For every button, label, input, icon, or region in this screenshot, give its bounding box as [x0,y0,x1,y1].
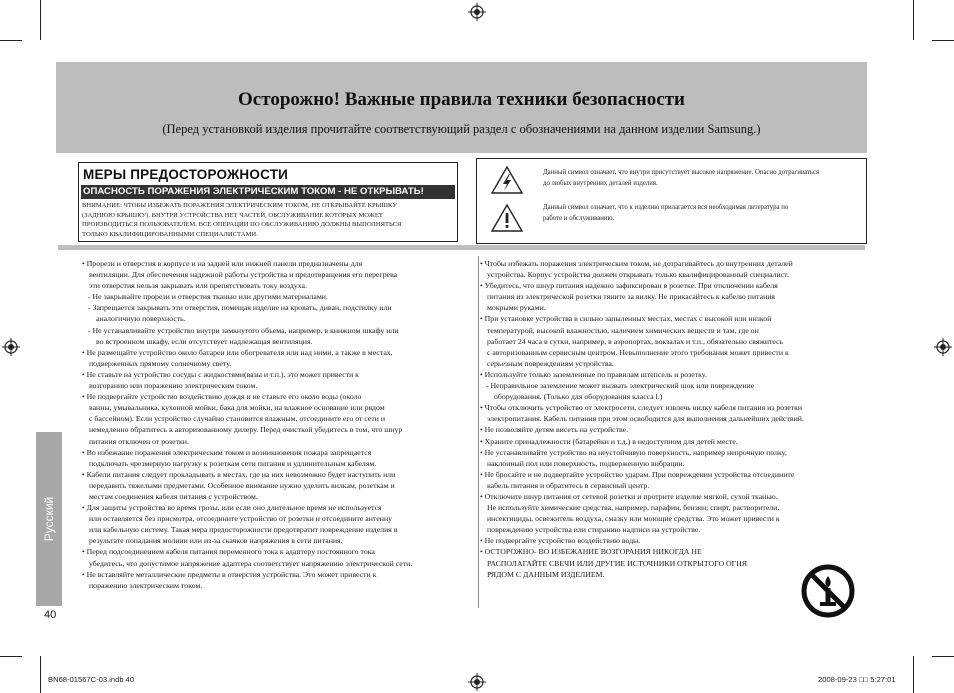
text-line: • Не подвергайте устройство воздействию воды. [480,536,641,546]
text-line: - Не закрывайте прорези и отверстия тканью или другими материалами. [88,292,328,302]
footer-file-info: BN68-01567C-03.indb 40 [48,675,135,684]
text-line: результате попадания молнии или из-за скачков напряжения в сети питания. [89,536,343,546]
registration-mark-icon [934,338,952,356]
text-line: или оставляется без присмотра, отсоедините устройство от розетки и отсоедините антенну [89,514,393,524]
text-line: • Не размещайте устройство около батареи или обогревателя или над ними, а также в местах, [82,347,393,357]
column-divider [478,256,479,608]
text-line: • Для защиты устройства во время грозы, или если оно длительное время не используется [82,503,382,513]
text-line: немедленно обратитесь к авторизованному дилеру. Перед очисткой убедитесь в том, что шнур [89,425,403,435]
text-line: или кабельную систему. Такая мера предосторожности предотвратит повреждение изделия в [89,525,398,535]
text-line: оборудования. (Только для оборудования класса l.) [494,392,663,402]
text-line: • При установке устройства в сильно запыленных местах, местах с высокой или низкой [480,314,772,324]
text-line: эти отверстия нельзя закрывать или препятствовать току воздуха. [89,281,307,291]
text-line: местам соединения кабеля питания с устройством. [89,491,258,501]
text-line: аналогичную поверхность. [96,314,186,324]
caution-line: ВНИМАНИЕ: ЧТОБЫ ИЗБЕЖАТЬ ПОРАЖЕНИЯ ЭЛЕКТРИЧЕСКИМ ТОКОМ, НЕ ОТКРЫВАЙТЕ КРЫШКУ [82,202,397,209]
registration-mark-icon [2,338,20,356]
text-line: возгоранию или поражению электрическим током. [89,381,258,391]
crop-mark [932,40,954,41]
text-line: • Не позволяйте детям висеть на устройстве. [480,425,629,435]
text-line: • Не ставьте на устройство сосуды с жидкостями(вазы и т.п.), это может привести к [82,369,359,379]
text-line: повреждению устройства или стиранию надписи на устройстве. [487,525,701,535]
language-tab [36,432,62,606]
text-line: подключать чрезмерную нагрузку к розеткам сети питания и удлинительным кабелям. [89,458,377,468]
text-line: • Храните принадлежности (батарейки и т.д.) в недоступном для детей месте. [480,436,738,446]
caution-line: ТОЛЬКО КВАЛИФИЦИРОВАННЫМИ СПЕЦИАЛИСТАМИ. [82,230,258,238]
page-title: Осторожно! Важные правила техники безопасности [238,89,685,110]
crop-mark [932,656,954,657]
no-open-flame-icon [801,564,855,618]
text-line: • Перед подсоединением кабеля питания переменного тока к адаптеру постоянного тока [82,547,375,557]
high-voltage-icon [490,165,524,195]
text-line: - Неправильное заземление может вызвать электрический шок или повреждение [486,381,755,391]
registration-mark-icon [468,3,486,21]
text-line: • Не подвергайте устройство воздействию дождя и не ставьте его около воды (около [82,392,362,402]
text-line: мокрыми руками. [487,303,546,313]
doc-symbol-line: работе и обслуживанию. [543,214,615,222]
text-line: вентиляции. Для обеспечения надежной работы устройства и предотвращения его перегрева [89,270,398,280]
exclamation-icon [490,203,524,233]
caution-warning-bar: ОПАСНОСТЬ ПОРАЖЕНИЯ ЭЛЕКТРИЧЕСКИМ ТОКОМ - НЕ ОТКРЫВАТЬ! [81,185,455,199]
text-line: • Не устанавливайте устройство на неустойчивую поверхность, например непрочную полку, [480,447,787,457]
text-line: ванны, умывальника, кухонной мойки, бака для мойки, на влажное основание или рядом [89,403,385,413]
text-line: с бассейном). Если устройство случайно становится влажным, отсоедините его от сети и [89,414,386,424]
header-band [56,62,867,153]
text-line: кабель питания и обратитесь в сервисный центр. [487,480,650,490]
text-line: • Во избежание поражения электрическим током и возникновения пожара запрещается [82,447,372,457]
page-number: 40 [44,609,57,621]
caution-line: ПРОИЗВОДИТЬСЯ ПОЛЬЗОВАТЕЛЕМ. ВСЕ ОПЕРАЦИИ ПО ОБСЛУЖИВАНИЮ ДОЛЖНЫ ВЫПОЛНЯТЬСЯ [82,221,402,229]
text-line: • Кабели питания следует прокладывать в местах, где на них невозможно будет наступить или [82,469,396,479]
caution-text [82,201,456,239]
text-line: • ОСТОРОЖНО- ВО ИЗБЕЖАНИЕ ВОЗГОРАНИЯ НИКОГДА НЕ [480,547,702,557]
caution-line: (ЗАДНЮЮ КРЫШКУ). ВНУТРИ УСТРОЙСТВА НЕТ ЧАСТЕЙ, ОБСЛУЖИВАНИЕ КОТОРЫХ МОЖЕТ [82,211,383,219]
page-subtitle: (Перед установкой изделия прочитайте соответствующий раздел с обозначениями на данном изделии Samsung.) [162,122,761,136]
section-divider [58,245,865,250]
left-column [82,258,466,591]
crop-mark [40,656,41,693]
crop-mark [0,40,22,41]
symbols-box [476,158,867,244]
text-line: - Запрещается закрывать эти отверстия, помещая изделие на кровать, диван, подстилку или [88,303,392,313]
crop-mark [913,656,914,693]
language-label: Русский [42,496,56,542]
doc-symbol-text [543,203,848,224]
text-line: • Убедитесь, что шнур питания надежно зафиксирован в розетке. При отключении кабеля [480,281,778,291]
caution-heading: МЕРЫ ПРЕДОСТОРОЖНОСТИ [83,167,289,182]
text-line: РАСПОЛАГАЙТЕ СВЕЧИ ИЛИ ДРУГИЕ ИСТОЧНИКИ ОТКРЫТОГО ОГНЯ [487,558,748,568]
voltage-symbol-line: до любых внутренних деталей изделия. [543,179,658,187]
text-line: инсектициды, освежитель воздуха, смазку или моющие средства. Это может привести к [487,514,780,524]
crop-mark [40,0,41,40]
right-column [480,258,858,580]
text-line: устройства. Корпус устройства должен открывать только квалифицированный специалист. [487,270,789,280]
text-line: убедитесь, что допустимое напряжение адаптера соответствует напряжению электрической сети. [89,558,413,568]
text-line: питания из электрической розетки тяните за вилку. Не прикасайтесь к кабелю питания [487,292,776,302]
text-line: РЯДОМ С ДАННЫМ ИЗДЕЛИЕМ. [487,569,605,579]
text-line: - Не устанавливайте устройство внутри замкнутого объема, например, в книжном шкафу или [88,325,399,335]
text-line: • Чтобы избежать поражения электрическим током, не дотрагивайтесь до внутренних деталей [480,259,793,268]
text-line: работает 24 часа в сутки, например, в аэропортах, вокзалах и т.п., обязательно свяжитесь [487,336,784,346]
text-line: • Прорези и отверстия в корпусе и на задней или нижней панели предназначены для [82,259,363,268]
registration-mark-icon [468,673,486,691]
text-line: с авторизованным сервисным центром. Невыполнение этого требования может привести к [487,347,789,357]
text-line: Не используйте химические средства, например, парафин, бензин; спирт, растворители, [487,503,780,513]
crop-mark [913,0,914,40]
text-line: • Не бросайте и не подвергайте устройство ударам. При повреждении устройства отсоедините [480,469,795,479]
text-line: передавить тяжелыми предметами. Особенное внимание нужно уделить вилкам, розеткам и [89,480,395,490]
text-line: подверженных прямому солнечному свету. [89,358,232,368]
voltage-symbol-text [543,168,848,189]
text-line: • Отключите шнур питания от сетевой розетки и протрите изделие мягкой, сухой тканью. [480,491,778,501]
text-line: питания отключен от розетки. [89,436,189,446]
text-line: электропитания. Кабель питания при этом освободится для выполнения дальнейших действий. [487,414,804,424]
crop-mark [0,656,22,657]
text-line: наклонный пол или поверхность, подверженную вибрации. [487,458,685,468]
text-line: поражению электрическим током. [89,580,203,590]
footer-timestamp: 2008-09-23 □□ 5:27:01 [818,675,896,684]
text-line: • Чтобы отключить устройство от электросети, следует извлечь вилку кабеля питания из розетки [480,403,803,413]
text-line: • Не вставляйте металлические предметы в отверстия устройства. Это может привести к [82,569,377,579]
text-line: • Используйте только заземленные по правилам штепсель и розетку. [480,369,707,379]
text-line: серьезным повреждениям устройства. [487,358,614,368]
caution-box [78,162,458,242]
voltage-symbol-line: Данный символ означает, что внутри присутствует высокое напряжение. Опасно дотрагиваться [543,169,820,176]
doc-symbol-line: Данный символ означает, что к изделию прилагается вся необходимая литература по [543,204,789,211]
text-line: во встроенном шкафу, если отсутствует надлежащая вентиляция. [96,336,313,346]
text-line: температурой, высокой влажностью, наличием химических веществ и там, где он [487,325,759,335]
